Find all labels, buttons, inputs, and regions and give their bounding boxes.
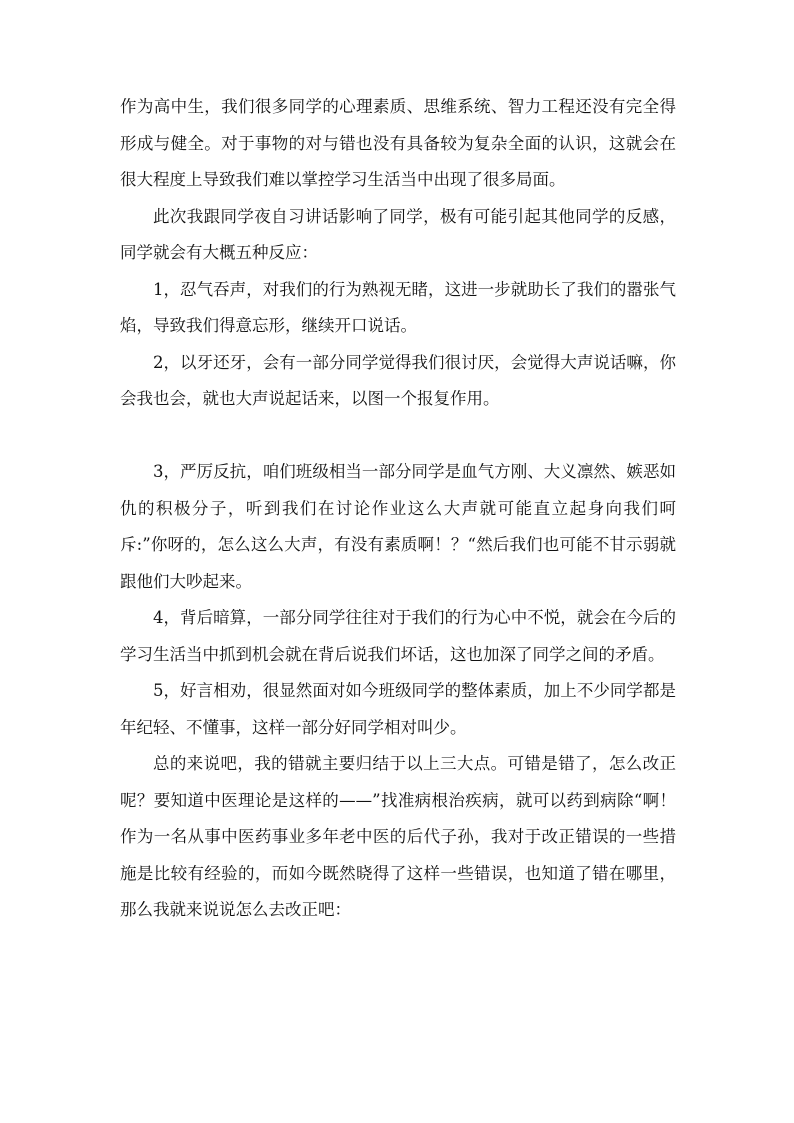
paragraph-8: 总的来说吧，我的错就主要归结于以上三大点。可错是错了，怎么改正呢？要知道中医理论是这样的——”找准病根治疾病，就可以药到病除“啊！作为一名从事中医药事业多年老中医的后代子孙，我对于改正错误的一些措施是比较有经验的，而如今既然晓得了这样一些错误，也知道了错在哪里，那么我就来说说怎么去改正吧： xyxy=(120,754,676,919)
paragraph-2: 此次我跟同学夜自习讲话影响了同学，极有可能引起其他同学的反感，同学就会有大概五种反应： xyxy=(120,206,676,262)
document-body xyxy=(120,89,676,929)
paragraph-7: 5，好言相劝，很显然面对如今班级同学的整体素质，加上不少同学都是年纪轻、不懂事，这样一部分好同学相对叫少。 xyxy=(120,681,676,737)
paragraph-3: 1，忍气吞声，对我们的行为熟视无睹，这进一步就助长了我们的嚣张气焰，导致我们得意忘形，继续开口说话。 xyxy=(120,279,676,335)
paragraph-1: 作为高中生，我们很多同学的心理素质、思维系统、智力工程还没有完全得形成与健全。对于事物的对与错也没有具备较为复杂全面的认识，这就会在很大程度上导致我们难以掌控学习生活当中出现了很多局面。 xyxy=(120,97,676,189)
paragraph-6: 4，背后暗算，一部分同学往往对于我们的行为心中不悦，就会在今后的学习生活当中抓到机会就在背后说我们坏话，这也加深了同学之间的矛盾。 xyxy=(120,608,676,664)
paragraph-spacer xyxy=(120,418,676,455)
paragraph-4: 2，以牙还牙，会有一部分同学觉得我们很讨厌，会觉得大声说话嘛，你会我也会，就也大声说起话来，以图一个报复作用。 xyxy=(120,352,676,408)
paragraph-5: 3，严厉反抗，咱们班级相当一部分同学是血气方刚、大义凛然、嫉恶如仇的积极分子，听到我们在讨论作业这么大声就可能直立起身向我们呵斥:”你呀的，怎么这么大声，有没有素质啊！？“然后我们也可能不甘示弱就跟他们大吵起来。 xyxy=(120,462,676,591)
